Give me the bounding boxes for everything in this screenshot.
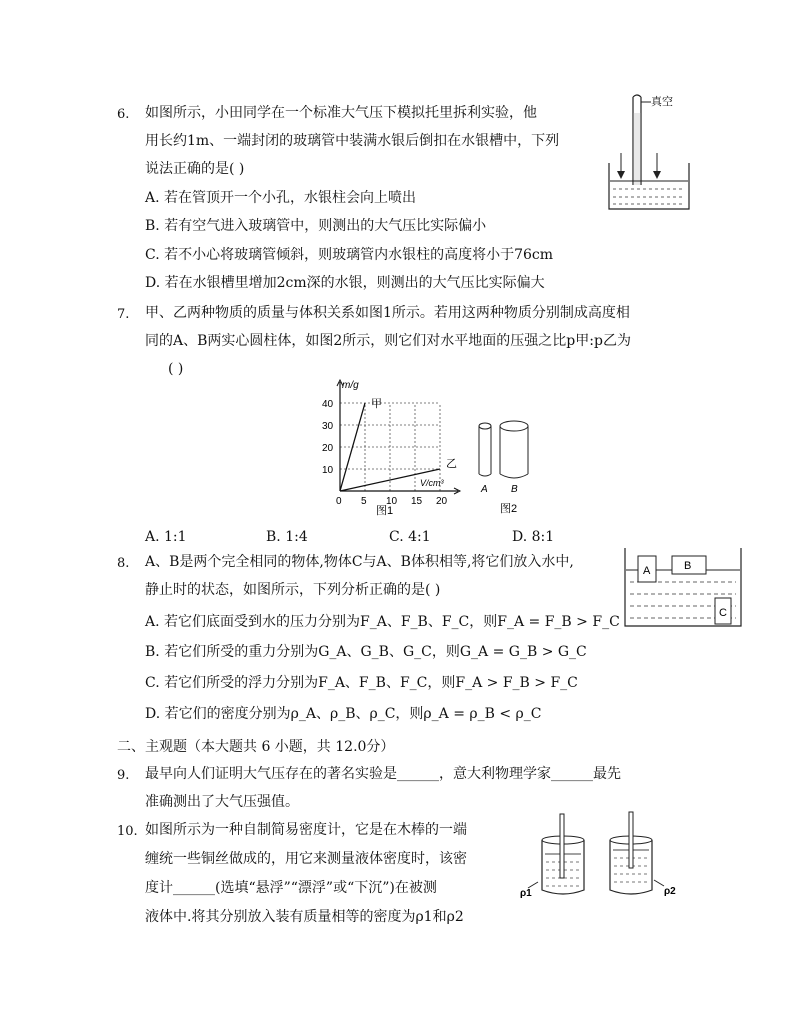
y-tick-label: 20 — [322, 443, 334, 454]
x-tick-label: 15 — [411, 496, 423, 507]
q7-stem-line-2: 同的A、B两实心圆柱体，如图2所示，则它们对水平地面的压强之比p甲:p乙为 — [145, 333, 631, 349]
q8-option-d: D. 若它们的密度分别为ρ_A、ρ_B、ρ_C，则ρ_A = ρ_B < ρ_C — [145, 706, 542, 722]
y-tick-label: 10 — [322, 465, 334, 476]
q6-stem-line-2: 用长约1m、一端封闭的玻璃管中装满水银后倒扣在水银槽中，下列 — [145, 133, 560, 149]
q10-line-3: 度计______(选填“悬浮”“漂浮”或“下沉”)在被测 — [145, 880, 437, 896]
q8-option-c: C. 若它们所受的浮力分别为F_A、F_B、F_C，则F_A > F_B > F_C — [145, 675, 578, 691]
q9-line-1: 最早向人们证明大气压存在的著名实验是______，意大利物理学家______最先 — [145, 766, 621, 782]
object-a-label: A — [643, 565, 651, 577]
q10-line-4: 液体中.将其分别放入装有质量相等的密度为ρ1和ρ2 — [145, 909, 464, 925]
q9-line-2: 准确测出了大气压强值。 — [145, 794, 299, 810]
series-label-yi: 乙 — [446, 458, 457, 470]
q7-number: 7. — [117, 307, 130, 322]
q6-option-b: B. 若有空气进入玻璃管中，则测出的大气压比实际偏小 — [145, 218, 487, 234]
q10-line-1: 如图所示为一种自制简易密度计，它是在木棒的一端 — [145, 822, 467, 838]
mass-volume-chart — [318, 376, 468, 516]
q6-stem-line-3: 说法正确的是( ) — [145, 161, 245, 177]
q7-option-b: B. 1:4 — [266, 529, 308, 545]
y-tick-label: 40 — [322, 399, 334, 410]
q7-option-d: D. 8:1 — [512, 529, 555, 545]
object-c-label: C — [719, 607, 727, 619]
y-tick-label: 30 — [322, 421, 334, 432]
cylinder-b-label: B — [511, 484, 518, 495]
series-label-jia: 甲 — [371, 398, 382, 410]
cylinder-a-label: A — [481, 484, 488, 495]
object-b-label: B — [684, 560, 692, 572]
x-axis-label: V/cm³ — [420, 478, 444, 488]
q7-stem-line-1: 甲、乙两种物质的质量与体积关系如图1所示。若用这两种物质分别制成高度相 — [145, 305, 630, 321]
q8-number: 8. — [117, 556, 130, 571]
fig2-caption: 图2 — [500, 503, 518, 515]
q6-option-a: A. 若在管顶开一个小孔，水银柱会向上喷出 — [145, 190, 417, 206]
q7-option-c: C. 4:1 — [389, 529, 431, 545]
x-tick-label: 0 — [336, 496, 342, 507]
q9-number: 9. — [117, 768, 130, 783]
floating-objects-figure — [622, 546, 744, 628]
vacuum-label: 真空 — [651, 96, 673, 108]
cylinders-figure — [470, 414, 540, 516]
q6-number: 6. — [117, 107, 130, 122]
hydrometer-figure — [518, 810, 688, 900]
q7-option-a: A. 1:1 — [145, 529, 187, 545]
hydrometer-1 — [560, 814, 564, 878]
x-tick-label: 5 — [361, 496, 367, 507]
q6-stem-line-1: 如图所示，小田同学在一个标准大气压下模拟托里拆利实验，他 — [145, 105, 537, 121]
q6-option-c: C. 若不小心将玻璃管倾斜，则玻璃管内水银柱的高度将小于76cm — [145, 247, 554, 263]
section-2-heading: 二、主观题（本大题共 6 小题，共 12.0分） — [117, 739, 395, 755]
fig1-caption: 图1 — [376, 505, 394, 516]
q10-line-2: 缠统一些铜丝做成的，用它来测量液体密度时，该密 — [145, 851, 467, 867]
q6-option-d: D. 若在水银槽里增加2cm深的水银，则测出的大气压比实际偏大 — [145, 275, 545, 291]
q8-stem-line-2: 静止时的状态，如图所示，下列分析正确的是( ) — [145, 582, 441, 598]
x-tick-label: 20 — [436, 496, 448, 507]
x-tick-label: 10 — [386, 496, 398, 507]
torricelli-figure — [605, 93, 695, 213]
q8-stem-line-1: A、B是两个完全相同的物体,物体C与A、B体积相等,将它们放入水中, — [145, 554, 574, 570]
y-axis-label: m/g — [342, 380, 359, 391]
rho1-label: ρ1 — [520, 888, 532, 899]
q10-number: 10. — [117, 824, 138, 839]
q8-option-b: B. 若它们所受的重力分别为G_A、G_B、G_C，则G_A = G_B > G_C — [145, 644, 587, 660]
rho2-label: ρ2 — [664, 886, 676, 897]
q8-option-a: A. 若它们底面受到水的压力分别为F_A、F_B、F_C，则F_A = F_B > F_C — [145, 614, 620, 630]
hydrometer-2 — [629, 812, 633, 868]
q7-stem-line-3: ( ) — [168, 361, 184, 377]
